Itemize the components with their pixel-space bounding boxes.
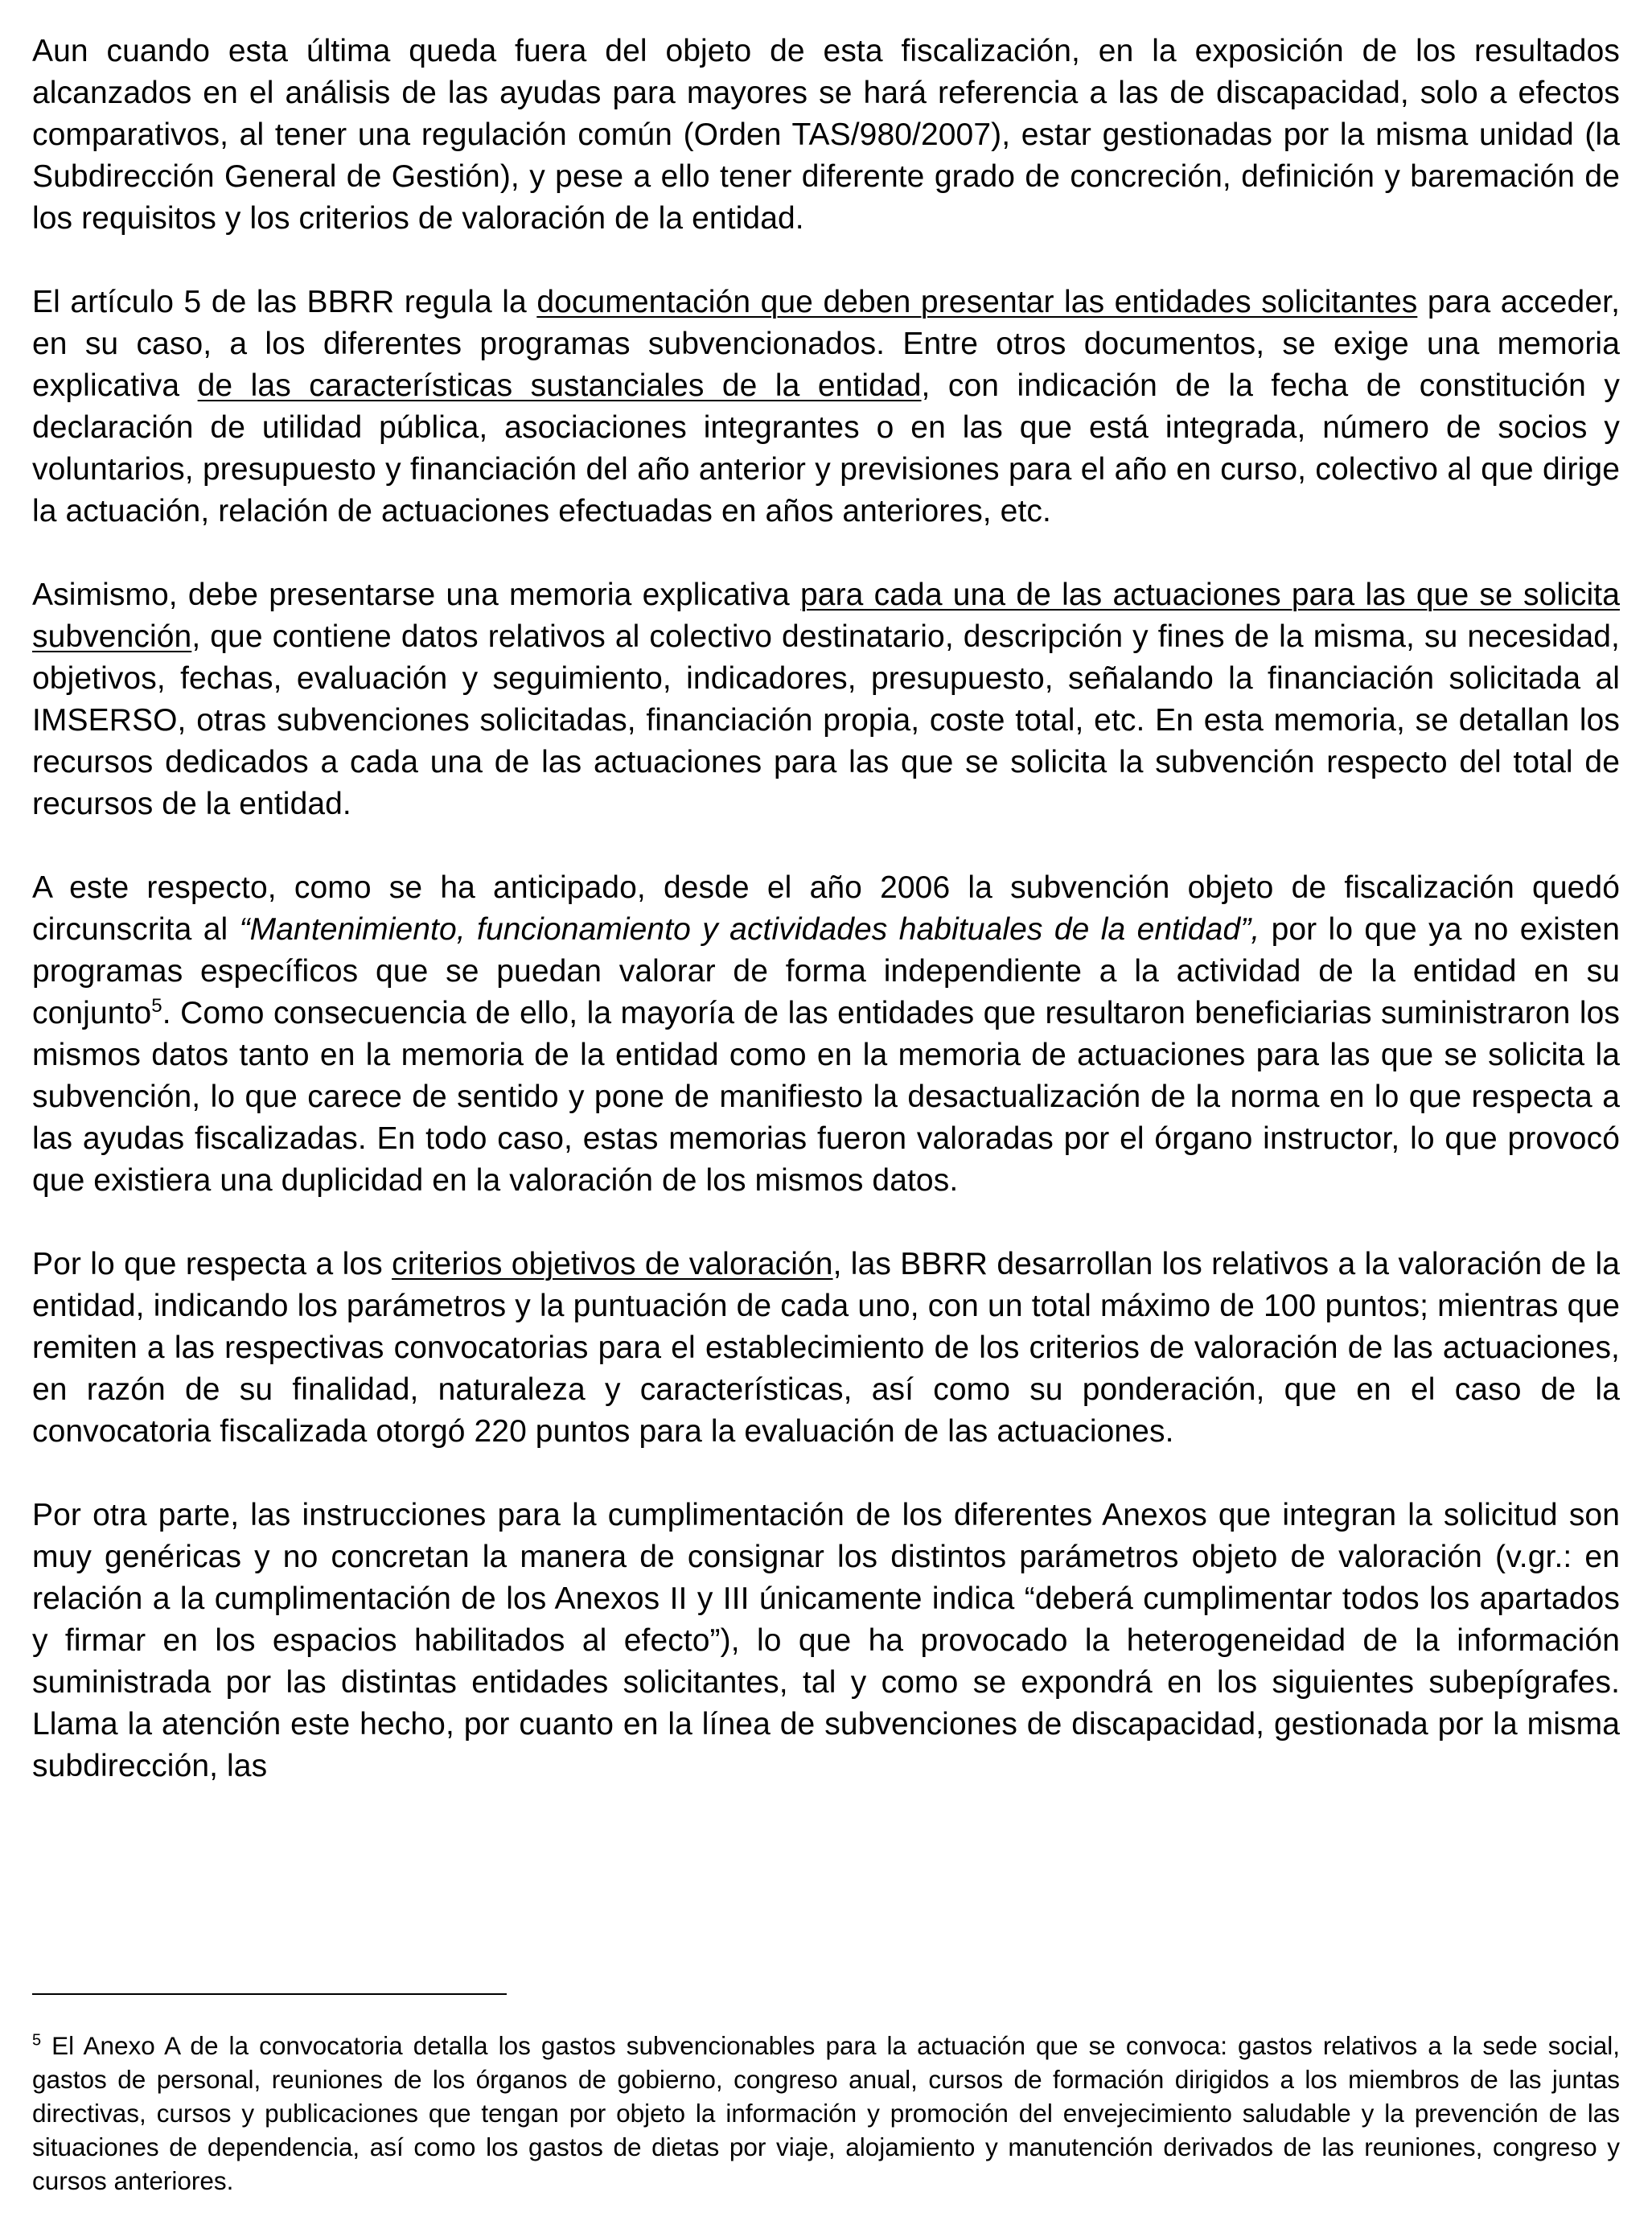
paragraph-1 (32, 31, 1620, 240)
paragraph-2-text-a: El artículo 5 de las BBRR regula la (32, 285, 537, 319)
underlined-criteria-phrase: criterios objetivos de valoración (392, 1247, 833, 1281)
paragraph-5 (32, 1244, 1620, 1453)
paragraph-2-text-b: para acceder, en su caso, a los diferentes programas subvencionados. Entre otros documentos, se exige una memoria explicativa (32, 285, 1621, 403)
paragraph-4-text-c: . Como consecuencia de ello, la mayoría de las entidades que resultaron beneficiarias suministraron los mismos datos tanto en la memoria de la entidad como en la memoria de actuaciones para las que se solicita la subvención, lo que carece de sentido y pone de manifiesto la desactualización de la norma en lo que respecta a las ayudas fiscalizadas. En todo caso, estas memorias fueron valoradas por el órgano instructor, lo que provocó que existiera una duplicidad en la valoración de los mismos datos. (32, 996, 1620, 1198)
footnote-number: 5 (32, 2031, 42, 2050)
underlined-entity-characteristics-phrase: de las características sustanciales de la entidad (197, 368, 922, 403)
paragraph-4 (32, 867, 1620, 1202)
footnote (32, 2029, 1620, 2198)
paragraph-2 (32, 282, 1620, 533)
paragraph-6 (32, 1495, 1620, 1787)
paragraph-2-text-c: , con indicación de la fecha de constitución y declaración de utilidad pública, asociaciones integrantes o en las que está integrada, número de socios y voluntarios, presupuesto y financiación del año anterior y previsiones para el año en curso, colectivo al que dirige la actuación, relación de actuaciones efectuadas en años anteriores, etc. (32, 368, 1620, 528)
paragraph-3-text-a: Asimismo, debe presentarse una memoria explicativa (32, 578, 801, 612)
document-body (32, 31, 1620, 1829)
paragraph-3-text-b: , que contiene datos relativos al colectivo destinatario, descripción y fines de la misma, su necesidad, objetivos, fechas, evaluación y seguimiento, indicadores, presupuesto, señalando la financiación solicitada al IMSERSO, otras subvenciones solicitadas, financiación propia, coste total, etc. En esta memoria, se detallan los recursos dedicados a cada una de las actuaciones para las que se solicita la subvención respecto del total de recursos de la entidad. (32, 619, 1620, 821)
underlined-documentation-phrase: documentación que deben presentar las entidades solicitantes (536, 285, 1418, 319)
paragraph-6-text: Por otra parte, las instrucciones para la cumplimentación de los diferentes Anexos que integran la solicitud son muy genéricas y no concretan la manera de consignar los distintos parámetros objeto de valoración (v.gr.: en relación a la cumplimentación de los Anexos II y III únicamente indica “deberá cumplimentar todos los apartados y firmar en los espacios habilitados al efecto”), lo que ha provocado la heterogeneidad de la información suministrada por las distintas entidades solicitantes, tal y como se expondrá en los siguientes subepígrafes. Llama la atención este hecho, por cuanto en la línea de subvenciones de discapacidad, gestionada por la misma subdirección, las (32, 1498, 1620, 1783)
footnote-separator (32, 1993, 507, 1995)
paragraph-5-text-a: Por lo que respecta a los (32, 1247, 392, 1281)
footnote-text: El Anexo A de la convocatoria detalla los gastos subvencionables para la actuación que se convoca: gastos relativos a la sede social, gastos de personal, reuniones de los órganos de gobierno, congreso anual, cursos de formación dirigidos a los miembros de las juntas directivas, cursos y publicaciones que tengan por objeto la información y promoción del envejecimiento saludable y la prevención de las situaciones de dependencia, así como los gastos de dietas por viaje, alojamiento y manutención derivados de las reuniones, congreso y cursos anteriores. (32, 2031, 1620, 2195)
paragraph-3 (32, 574, 1620, 825)
paragraph-4-text-b: por lo que ya no existen programas específicos que se puedan valorar de forma independiente a la actividad de la entidad en su conjunto (32, 912, 1620, 1030)
paragraph-5-text-b: , las BBRR desarrollan los relativos a la valoración de la entidad, indicando los parámetros y la puntuación de cada uno, con un total máximo de 100 puntos; mientras que remiten a las respectivas convocatorias para el establecimiento de los criterios de valoración de las actuaciones, en razón de su finalidad, naturaleza y características, así como su ponderación, que en el caso de la convocatoria fiscalizada otorgó 220 puntos para la evaluación de las actuaciones. (32, 1247, 1620, 1449)
footnote-reference[interactable]: 5 (151, 995, 162, 1017)
paragraph-1-text: Aun cuando esta última queda fuera del objeto de esta fiscalización, en la exposición de los resultados alcanzados en el análisis de las ayudas para mayores se hará referencia a las de discapacidad, solo a efectos comparativos, al tener una regulación común (Orden TAS/980/2007), estar gestionadas por la misma unidad (la Subdirección General de Gestión), y pese a ello tener diferente grado de concreción, definición y baremación de los requisitos y los criterios de valoración de la entidad. (32, 34, 1620, 236)
italic-quote: “Mantenimiento, funcionamiento y actividades habituales de la entidad”, (239, 912, 1260, 947)
paragraph-4-text-a: A este respecto, como se ha anticipado, desde el año 2006 la subvención objeto de fiscalización quedó circunscrita al (32, 870, 1620, 947)
underlined-actions-phrase: para cada una de las actuaciones para las que se solicita subvención (32, 578, 1620, 654)
